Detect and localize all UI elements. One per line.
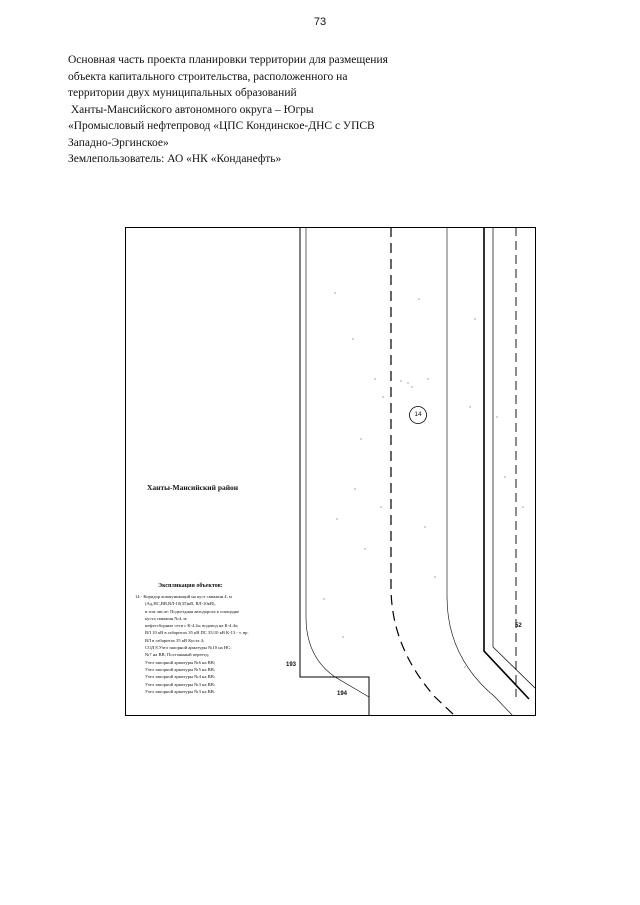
header-line: Основная часть проекта планировки территории для размещения (68, 54, 388, 66)
legend-line: Узел запорной арматуры №3 на ВВ. (145, 688, 215, 694)
corridor-dashed-line (391, 227, 455, 716)
legend-line: Узел запорной арматуры №4 на ВВ; (145, 674, 216, 680)
right-boundary (484, 227, 529, 699)
object-marker-label: 14 (414, 411, 422, 418)
legend-line: в том числе: Подъездная автодорога к площадке (145, 608, 240, 614)
corridor-border-left (306, 227, 369, 697)
legend-line: Узел запорной арматуры №5 на ВВ; (145, 666, 216, 672)
legend-line: СОД 8.Узел запорной арматуры №10 на НС; (145, 645, 232, 651)
district-label: Ханты-Мансийский район (147, 483, 239, 492)
legend-line: №7 на ВВ; Постоянный переезд; (145, 652, 209, 658)
legend-line: куста скважин №4, м; (145, 615, 188, 621)
legend-line: ВЛ 10 кВ в габаритах 35 кВ ПС 35/10 кВ К-13 - т. вр. (145, 630, 249, 636)
legend-line: нефтесборные сети с К-4.4а; водовод на К-4.4а; (145, 623, 239, 629)
legend-line: Узел запорной арматуры №6 на ВВ; (145, 659, 216, 665)
page-number: 73 (313, 16, 327, 28)
point-label-52: 52 (515, 623, 522, 629)
legend-line: ВЛ в габаритах 35 кВ Куста 4; (145, 637, 205, 643)
legend-title: Экспликация объектов: (158, 583, 223, 589)
header-line: «Промысловый нефтепровод «ЦПС Кондинское-ДНС с УПСВ (68, 120, 375, 132)
corridor-border-right (447, 227, 513, 716)
header-line: Землепользователь: АО «НК «Конданефть» (68, 153, 282, 165)
header-line: объекта капитального строительства, расположенного на (68, 70, 348, 83)
territory-boundary (300, 227, 369, 716)
terrain-dots (323, 292, 523, 667)
legend-line: Узел запорной арматуры №3 на ВВ; (145, 681, 216, 687)
header-line: Западно-Эргинское» (68, 136, 169, 149)
right-boundary-inner (493, 227, 536, 689)
planning-map (125, 227, 536, 716)
document-header (68, 52, 488, 168)
legend-line: 14 - Коридор коммуникаций на куст скважин 4, м (135, 594, 232, 599)
point-label-193: 193 (286, 662, 297, 668)
legend-line: (Ад,НС,ВВ,ВЛ-10(35)кВ, ВЛ-10кВ), (145, 601, 216, 607)
header-line: территории двух муниципальных образований (68, 87, 297, 99)
legend (135, 583, 305, 695)
point-label-194: 194 (337, 691, 348, 697)
header-line: Ханты-Мансийского автономного округа – Югры (68, 103, 314, 116)
